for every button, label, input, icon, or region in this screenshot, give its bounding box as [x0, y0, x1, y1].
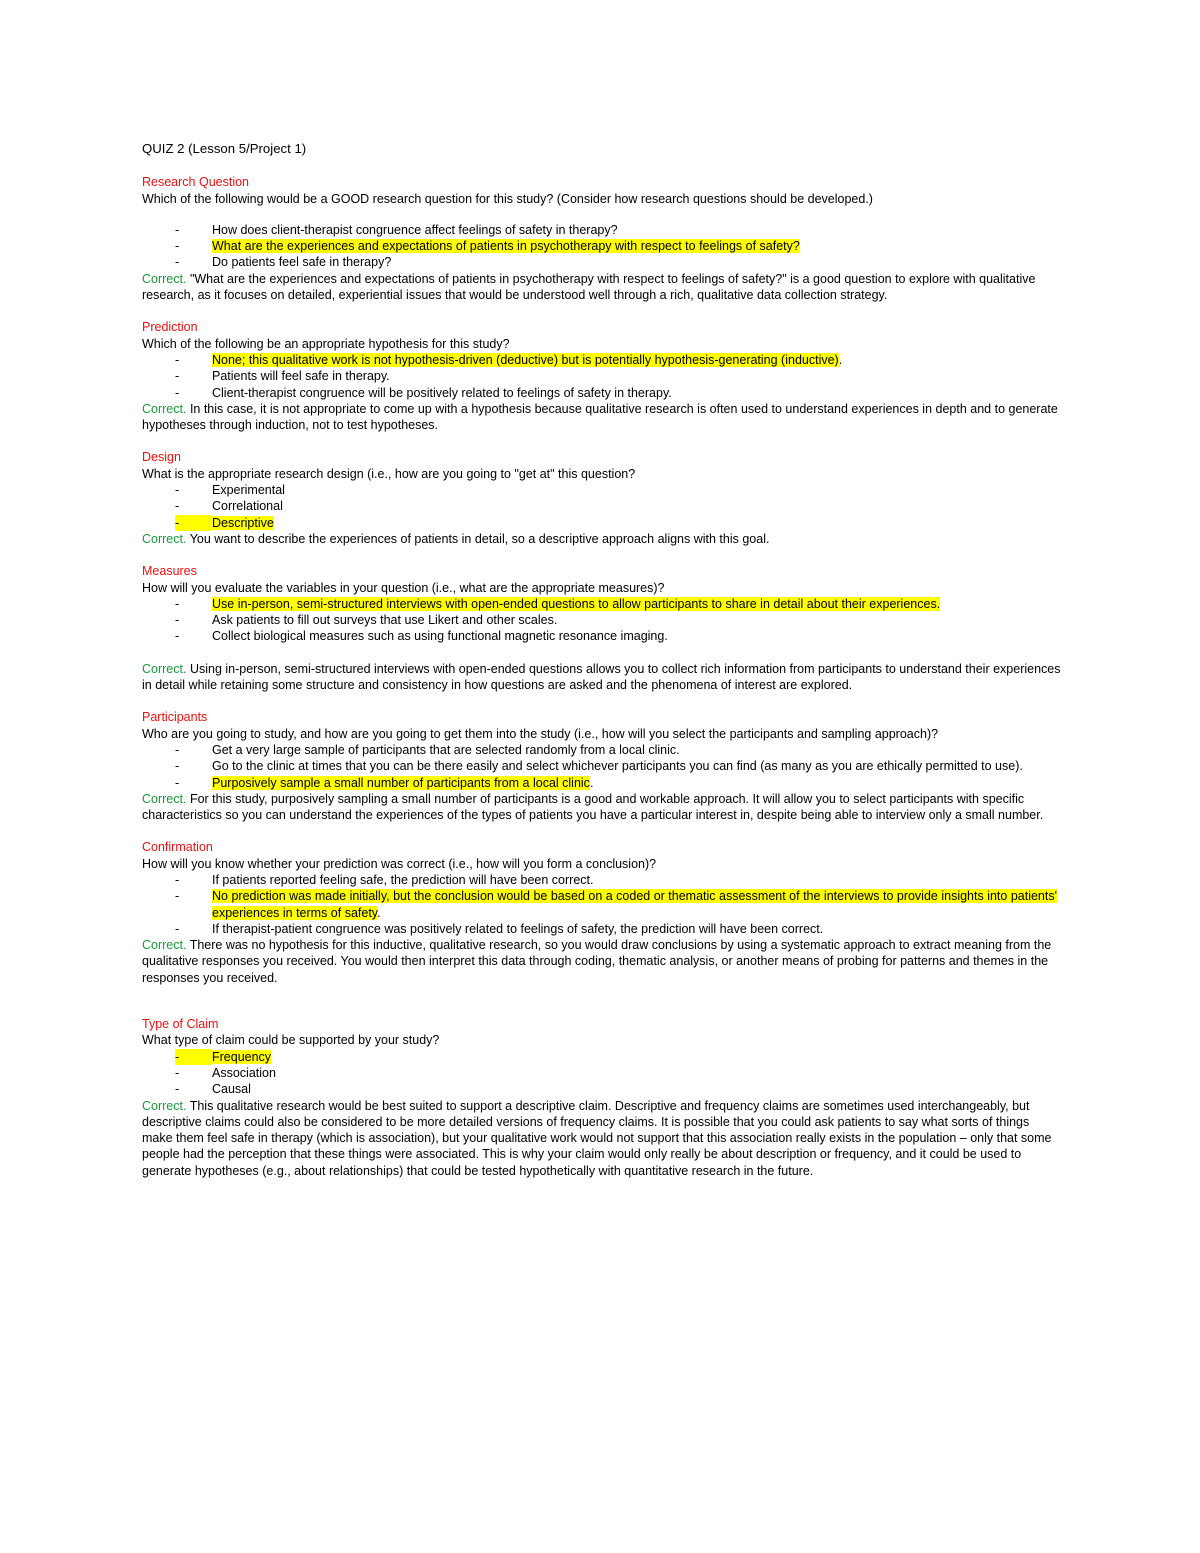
option-item [142, 482, 1062, 498]
bullet-dash: - [175, 596, 180, 611]
document-page [142, 141, 1062, 1195]
option-item [142, 612, 1062, 628]
section-type-of-claim [142, 1016, 1062, 1179]
feedback-text [142, 1098, 1062, 1179]
feedback-body: "What are the experiences and expectations of patients in psychotherapy with respect to feelings of safety?" is a good question to explore with qualitative research, as it focuses on detailed, experiential issues that would be understood well through a rich, qualitative data collection strategy. [142, 271, 1036, 303]
section-heading: Measures [142, 564, 197, 579]
option-text: None; this qualitative work is not hypothesis-driven (deductive) but is potentially hypothesis-generating (inductive) [212, 352, 839, 367]
feedback-body: There was no hypothesis for this inductive, qualitative research, so you would draw conclusions by using a systematic approach to extract meaning from the qualitative responses you received. You would then interpret this data through coding, thematic analysis, or another means of probing for patterns and themes in the responses you received. [142, 938, 1052, 985]
option-text: How does client-therapist congruence affect feelings of safety in therapy? [212, 222, 618, 237]
option-item [142, 921, 1062, 937]
feedback-body: You want to describe the experiences of patients in detail, so a descriptive approach aligns with this goal. [189, 531, 770, 546]
option-list [142, 222, 1062, 271]
bullet-dash: - [175, 255, 180, 270]
option-item-selected [142, 238, 1062, 254]
option-item-selected [142, 775, 1062, 791]
question-text: Who are you going to study, and how are you going to get them into the study (i.e., how will you select the participants and sampling approach)? [142, 726, 939, 741]
bullet-dash: - [175, 921, 180, 936]
question-text: How will you know whether your prediction was correct (i.e., how will you form a conclusion)? [142, 856, 657, 871]
correct-label: Correct. [142, 531, 187, 546]
feedback-text [142, 531, 1062, 547]
option-text: Use in-person, semi-structured interviews with open-ended questions to allow participants to share in detail about their experiences. [212, 596, 941, 611]
option-trailing: . [838, 352, 843, 367]
section-heading: Participants [142, 710, 208, 725]
option-item [142, 222, 1062, 238]
option-text: Descriptive [212, 515, 274, 530]
bullet-dash: - [175, 872, 180, 887]
feedback-text [142, 937, 1062, 986]
option-item [142, 758, 1062, 774]
feedback-body: Using in-person, semi-structured interviews with open-ended questions allows you to collect rich information from participants to understand their experiences in detail while retaining some structure and consistency in how questions are asked and the phenomena of interest are explored. [142, 661, 1061, 693]
option-item [142, 254, 1062, 270]
section-confirmation [142, 839, 1062, 986]
option-text: Association [212, 1065, 276, 1080]
feedback-body: This qualitative research would be best suited to support a descriptive claim. Descriptive and frequency claims are sometimes used interchangeably, but descriptive claims could also be considered to be more detailed versions of frequency claims. It is possible that you could ask patients to say what sorts of things make them feel safe in therapy (which is association), but your qualitative work would not support that this association really exists in the population – only that some people had the perception that these things were associated. This is why your claim would only really be about description or frequency, and it could be used to generate hypotheses (e.g., about relationships) that could be tested hypothetically with quantitative research in the future. [142, 1098, 1052, 1178]
bullet-dash: - [175, 369, 180, 384]
section-heading: Prediction [142, 320, 198, 335]
option-text: Frequency [212, 1049, 272, 1064]
section-heading: Confirmation [142, 840, 213, 855]
option-item [142, 1065, 1062, 1081]
option-item [142, 628, 1062, 644]
feedback-text [142, 401, 1062, 434]
feedback-text [142, 271, 1062, 304]
option-item-selected [142, 888, 1062, 921]
question-text: Which of the following would be a GOOD research question for this study? (Consider how research questions should be developed.) [142, 191, 873, 206]
option-item [142, 742, 1062, 758]
bullet-dash: - [175, 629, 180, 644]
option-list [142, 742, 1062, 791]
bullet-dash: - [175, 239, 180, 254]
feedback-body: For this study, purposively sampling a small number of participants is a good and workable approach. It will allow you to select participants with specific characteristics so you can understand the experiences of the types of patients you have a particular interest in, despite being able to interview only a small number. [142, 791, 1044, 823]
option-item [142, 1081, 1062, 1097]
option-item-selected [142, 515, 1062, 531]
option-text: Patients will feel safe in therapy. [212, 369, 390, 384]
quiz-title: QUIZ 2 (Lesson 5/Project 1) [142, 141, 307, 156]
option-text: Experimental [212, 483, 285, 498]
option-text: Do patients feel safe in therapy? [212, 255, 392, 270]
option-text: Correlational [212, 499, 283, 514]
section-participants [142, 709, 1062, 823]
question-text: How will you evaluate the variables in your question (i.e., what are the appropriate measures)? [142, 580, 665, 595]
option-text: No prediction was made initially, but the conclusion would be based on a coded or thematic assessment of the interviews to provide insights into patients' experiences in terms of safety [212, 889, 1057, 920]
bullet-dash: - [175, 759, 180, 774]
correct-label: Correct. [142, 661, 187, 676]
bullet-dash: - [175, 515, 212, 531]
section-design [142, 449, 1062, 547]
feedback-text [142, 661, 1062, 694]
feedback-text [142, 791, 1062, 824]
section-measures [142, 563, 1062, 693]
option-text: If patients reported feeling safe, the prediction will have been correct. [212, 872, 594, 887]
correct-label: Correct. [142, 938, 187, 953]
feedback-body: In this case, it is not appropriate to come up with a hypothesis because qualitative research is often used to understand experiences in depth and to generate hypotheses through induction, not to test hypotheses. [142, 401, 1058, 433]
section-research-question [142, 174, 1062, 303]
option-list [142, 872, 1062, 937]
option-text: Client-therapist congruence will be positively related to feelings of safety in therapy. [212, 385, 672, 400]
option-text: Purposively sample a small number of participants from a local clinic [212, 775, 590, 790]
bullet-dash: - [175, 483, 180, 498]
bullet-dash: - [175, 1065, 180, 1080]
section-heading: Research Question [142, 175, 250, 190]
option-item [142, 368, 1062, 384]
option-item-selected [142, 1049, 1062, 1065]
question-text: Which of the following be an appropriate hypothesis for this study? [142, 336, 510, 351]
correct-label: Correct. [142, 401, 187, 416]
option-item-selected [142, 596, 1062, 612]
bullet-dash: - [175, 742, 180, 757]
option-text: Ask patients to fill out surveys that use Likert and other scales. [212, 613, 558, 628]
option-item-selected [142, 352, 1062, 368]
option-list [142, 1049, 1062, 1098]
bullet-dash: - [175, 889, 180, 904]
option-text: If therapist-patient congruence was positively related to feelings of safety, the prediction will have been correct. [212, 921, 824, 936]
correct-label: Correct. [142, 1098, 187, 1113]
option-list [142, 596, 1062, 645]
bullet-dash: - [175, 385, 180, 400]
option-text: What are the experiences and expectations of patients in psychotherapy with respect to feelings of safety? [212, 239, 800, 254]
section-prediction [142, 319, 1062, 433]
option-text: Get a very large sample of participants that are selected randomly from a local clinic. [212, 742, 680, 757]
option-trailing: . [589, 775, 594, 790]
section-heading: Design [142, 450, 181, 465]
option-item [142, 872, 1062, 888]
bullet-dash: - [175, 613, 180, 628]
option-text: Go to the clinic at times that you can be there easily and select whichever participants you can find (as many as you are ethically permitted to use). [212, 759, 1023, 774]
option-text: Collect biological measures such as using functional magnetic resonance imaging. [212, 629, 668, 644]
option-list [142, 482, 1062, 531]
option-item [142, 385, 1062, 401]
option-list [142, 352, 1062, 401]
question-text: What is the appropriate research design (i.e., how are you going to "get at" this question? [142, 466, 636, 481]
correct-label: Correct. [142, 271, 187, 286]
bullet-dash: - [175, 222, 180, 237]
option-trailing: . [377, 905, 381, 920]
option-text: Causal [212, 1082, 251, 1097]
section-heading: Type of Claim [142, 1017, 219, 1032]
bullet-dash: - [175, 1049, 212, 1065]
bullet-dash: - [175, 499, 180, 514]
bullet-dash: - [175, 352, 180, 367]
option-item [142, 498, 1062, 514]
correct-label: Correct. [142, 791, 187, 806]
question-text: What type of claim could be supported by your study? [142, 1033, 440, 1048]
bullet-dash: - [175, 775, 180, 790]
bullet-dash: - [175, 1082, 180, 1097]
